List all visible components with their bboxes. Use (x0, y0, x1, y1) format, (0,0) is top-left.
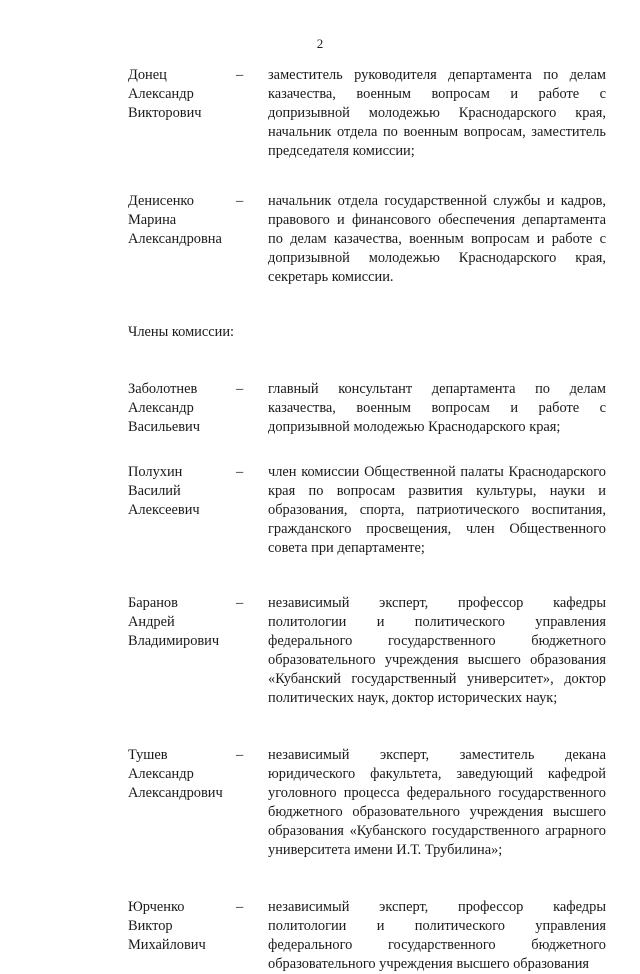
surname: Донец (128, 67, 167, 83)
entry-donets (0, 66, 640, 161)
position-description: независимый эксперт, заместитель декана юридического факультета, заведующий кафедрой уголовного процесса федерального государственного бюджетного образовательного учреждения высшего образования «Кубанского государственного аграрного университета имени И.Т. Трубилина»; (268, 747, 606, 858)
patronymic: Алексеевич (128, 502, 200, 518)
first-name: Виктор (128, 918, 173, 934)
person-name (128, 463, 228, 520)
entry-zabolotnev (0, 380, 640, 437)
entry-denisenko (0, 192, 640, 287)
first-name: Александр (128, 766, 194, 782)
position-description: главный консультант департамента по делам казачества, военным вопросам и работе с допризывной молодежью Краснодарского края; (268, 381, 606, 435)
person-name (128, 746, 228, 803)
position-description: начальник отдела государственной службы и кадров, правового и финансового обеспечения департамента по делам казачества, военным вопросам и работе с допризывной молодежью Краснодарского края, секретарь комиссии. (268, 193, 606, 285)
first-name: Василий (128, 483, 181, 499)
surname: Баранов (128, 595, 178, 611)
dash: – (236, 595, 244, 611)
first-name: Марина (128, 212, 177, 228)
patronymic: Владимирович (128, 633, 220, 649)
patronymic: Александрович (128, 785, 223, 801)
entry-tushev (0, 746, 640, 860)
patronymic: Викторович (128, 105, 202, 121)
surname: Денисенко (128, 193, 194, 209)
entry-polukhin (0, 463, 640, 558)
page-number: 2 (316, 36, 324, 51)
position-description: независимый эксперт, профессор кафедры политологии и политического управления федерального государственного бюджетного образовательного учреждения высшего образования (268, 899, 606, 972)
dash: – (236, 193, 244, 209)
dash: – (236, 747, 244, 763)
members-heading: Члены комиссии: (128, 324, 235, 340)
dash: – (236, 899, 244, 915)
dash: – (236, 464, 244, 480)
patronymic: Васильевич (128, 419, 200, 435)
person-name (128, 192, 228, 249)
person-name (128, 380, 228, 437)
person-name (128, 66, 228, 123)
position-description: член комиссии Общественной палаты Краснодарского края по вопросам развития культуры, науки и образования, спорта, патриотического воспитания, гражданского просвещения, член Общественного совета при департаменте; (268, 464, 606, 556)
surname: Тушев (128, 747, 168, 763)
dash: – (236, 67, 244, 83)
person-name (128, 594, 228, 651)
first-name: Александр (128, 400, 194, 416)
surname: Заболотнев (128, 381, 198, 397)
document-body (0, 66, 640, 974)
patronymic: Александровна (128, 231, 222, 247)
person-name (128, 898, 228, 955)
patronymic: Михайлович (128, 937, 206, 953)
entry-baranov (0, 594, 640, 708)
dash: – (236, 381, 244, 397)
entry-yurchenko (0, 898, 640, 974)
position-description: заместитель руководителя департамента по делам казачества, военным вопросам и работе с допризывной молодежью Краснодарского края, начальник отдела по военным вопросам, заместитель председателя комиссии; (268, 67, 606, 159)
position-description: независимый эксперт, профессор кафедры политологии и политического управления федерального государственного бюджетного образовательного учреждения высшего образования «Кубанский государственный университет», доктор политических наук, доктор исторических наук; (268, 595, 606, 706)
first-name: Андрей (128, 614, 175, 630)
first-name: Александр (128, 86, 194, 102)
surname: Юрченко (128, 899, 185, 915)
surname: Полухин (128, 464, 183, 480)
